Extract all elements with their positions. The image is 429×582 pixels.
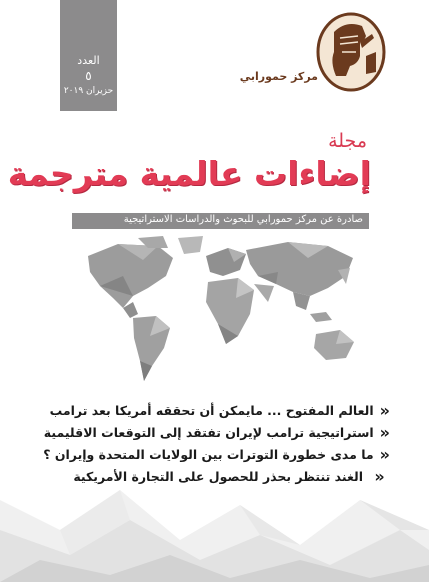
hammurabi-emblem-icon <box>316 12 386 92</box>
headline-text: العالم المفتوح ... مايمكن أن تحققه أمريكا بعد ترامب <box>49 402 374 418</box>
headline-text: الغند تنتظر بحذر للحصول على التجارة الأمريكية <box>73 468 363 484</box>
world-map-graphic <box>78 236 368 386</box>
headline-item[interactable] <box>43 444 387 464</box>
headline-item[interactable] <box>43 422 387 442</box>
headline-text: استراتيجية ترامب لإيران تفتقد إلى التوقعات الاقليمية <box>43 424 374 440</box>
subtitle-text: صادرة عن مركز حمورابي للبحوث والدراسات الاستراتيجية <box>123 214 363 225</box>
magazine-title: إضاءات عالمية مترجمة <box>7 154 371 193</box>
double-chevron-icon: « <box>379 422 387 442</box>
headline-item[interactable] <box>49 400 387 420</box>
double-chevron-icon: « <box>379 400 387 420</box>
issue-date: حزيران ٢٠١٩ <box>63 86 114 96</box>
issue-label: العدد <box>77 54 100 67</box>
headline-text: ما مدى خطورة التوترات بين الولايات المتحدة وإيران ؟ <box>43 446 374 462</box>
double-chevron-icon: « <box>379 444 387 464</box>
headlines-list <box>43 400 387 488</box>
magazine-label: مجلة <box>328 130 367 152</box>
logo-text: مركز حمورابي <box>239 70 318 83</box>
subtitle-bar <box>72 213 369 229</box>
double-chevron-icon: « <box>374 466 382 486</box>
headline-item[interactable] <box>57 466 387 486</box>
issue-box <box>60 0 117 111</box>
issue-number: ٥ <box>85 69 92 83</box>
